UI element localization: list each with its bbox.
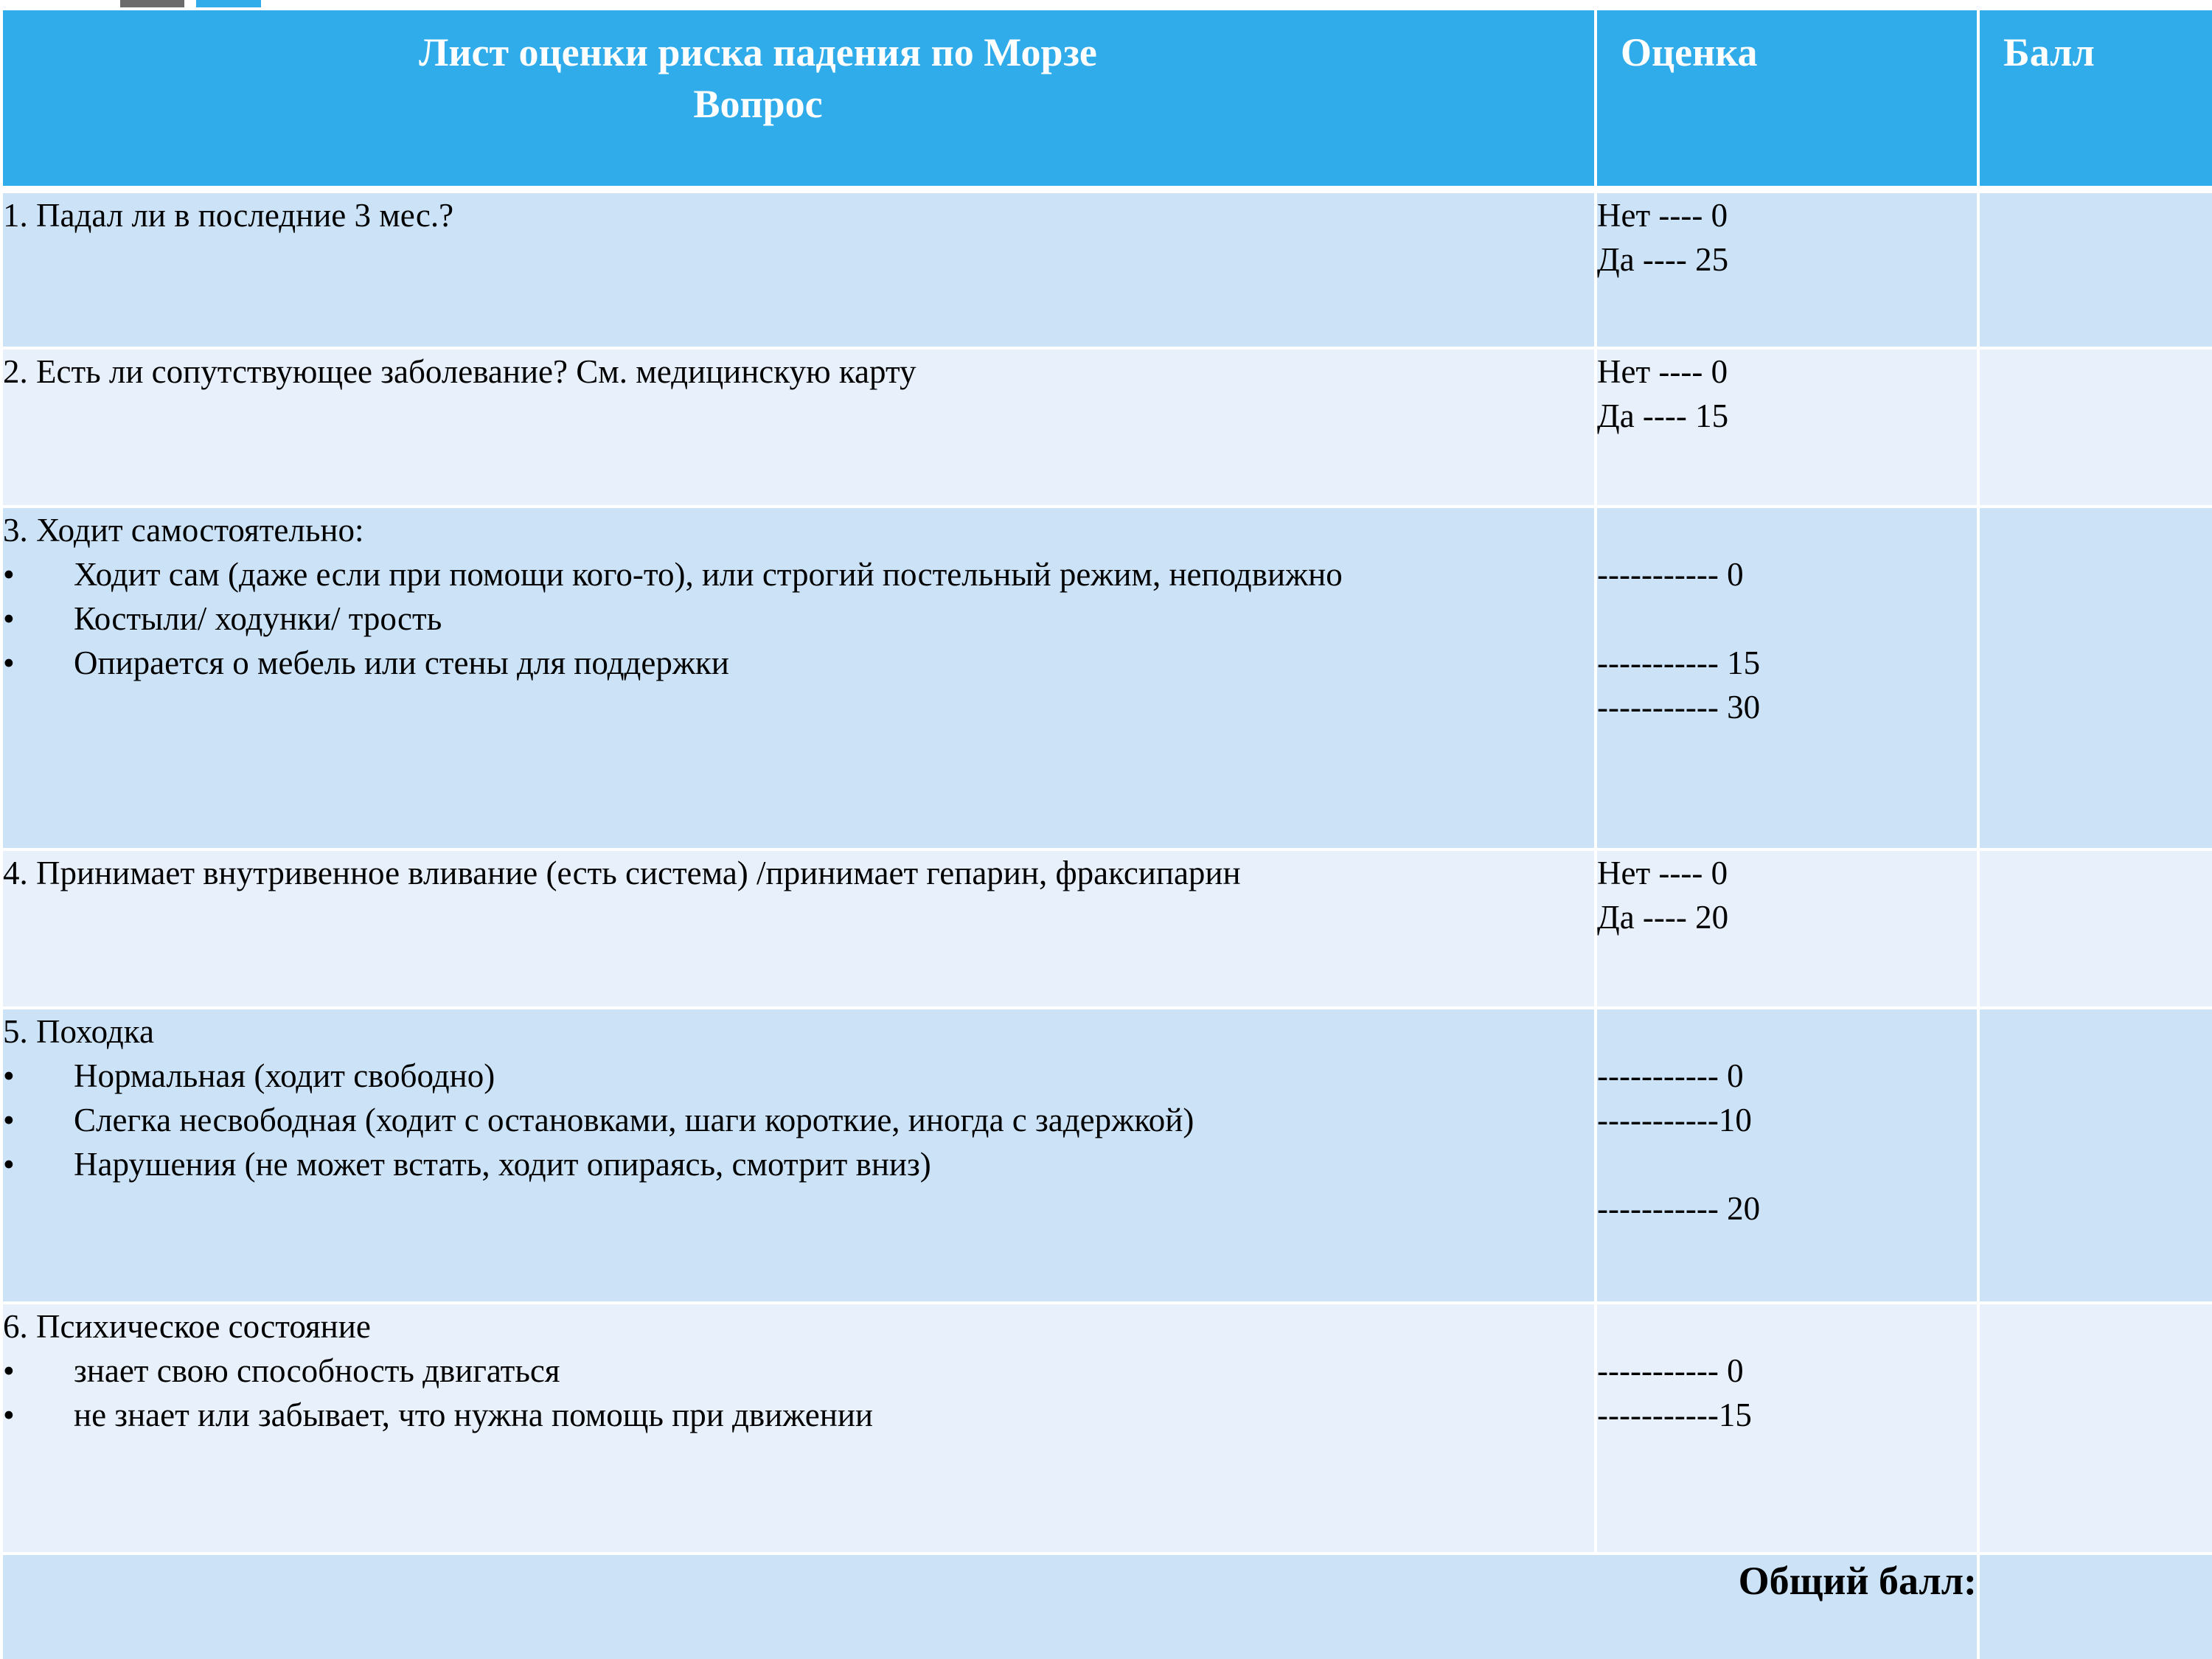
spacer xyxy=(1597,1142,1977,1186)
option-list xyxy=(3,1349,1594,1437)
score-input-cell[interactable] xyxy=(1978,189,2212,348)
rating-line: ----------- 30 xyxy=(1597,689,1761,726)
question-text: 5. Походка xyxy=(3,1013,154,1050)
morse-fall-risk-table xyxy=(0,7,2212,1659)
score-column-header: Балл xyxy=(1978,9,2212,189)
slide-tab-fragment-gray xyxy=(120,0,184,7)
table-row xyxy=(1,1303,2212,1554)
option-item: • знает свою способность двигаться xyxy=(3,1349,1594,1393)
question-cell xyxy=(1,507,1596,849)
option-item: • Нарушения (не может встать, ходит опираясь, смотрит вниз) xyxy=(3,1142,1594,1186)
rating-line: Да ---- 20 xyxy=(1597,899,1729,936)
table-title: Лист оценки риска падения по Морзе xyxy=(419,30,1097,74)
score-input-cell[interactable] xyxy=(1978,849,2212,1008)
table-row xyxy=(1,1008,2212,1303)
rating-cell xyxy=(1596,348,1978,507)
question-text: 3. Ходит самостоятельно: xyxy=(3,512,364,549)
total-score-label: Общий балл: xyxy=(1,1554,1978,1659)
question-cell xyxy=(1,1008,1596,1303)
rating-line: ----------- 0 xyxy=(1597,556,1744,593)
option-item: • Ходит сам (даже если при помощи кого-то), или строгий постельный режим, неподвижно xyxy=(3,552,1594,597)
rating-cell xyxy=(1596,1303,1978,1554)
question-text: 6. Психическое состояние xyxy=(3,1308,371,1345)
question-text: 1. Падал ли в последние 3 мес.? xyxy=(3,197,454,234)
question-text: 2. Есть ли сопутствующее заболевание? См. медицинскую карту xyxy=(3,353,917,390)
rating-cell xyxy=(1596,1008,1978,1303)
question-cell xyxy=(1,849,1596,1008)
rating-cell xyxy=(1596,849,1978,1008)
spacer xyxy=(1597,597,1977,641)
option-item: • не знает или забывает, что нужна помощь при движении xyxy=(3,1393,1594,1437)
score-input-cell[interactable] xyxy=(1978,1008,2212,1303)
question-column-header xyxy=(1,9,1596,189)
score-input-cell[interactable] xyxy=(1978,348,2212,507)
question-cell xyxy=(1,1303,1596,1554)
rating-line: Да ---- 15 xyxy=(1597,397,1729,434)
question-text: 4. Принимает внутривенное вливание (есть система) /принимает гепарин, фраксипарин xyxy=(3,855,1241,891)
rating-line: Да ---- 25 xyxy=(1597,241,1729,278)
option-item: • Нормальная (ходит свободно) xyxy=(3,1054,1594,1098)
total-row xyxy=(1,1554,2212,1659)
spacer xyxy=(1597,1009,1977,1054)
table-row xyxy=(1,189,2212,348)
rating-line: -----------15 xyxy=(1597,1397,1752,1433)
score-input-cell[interactable] xyxy=(1978,1303,2212,1554)
option-item: • Костыли/ ходунки/ трость xyxy=(3,597,1594,641)
option-list xyxy=(3,552,1594,685)
option-item: • Слегка несвободная (ходит с остановками, шаги короткие, иногда с задержкой) xyxy=(3,1098,1594,1142)
score-input-cell[interactable] xyxy=(1978,507,2212,849)
spacer xyxy=(1597,1304,1977,1349)
rating-line: -----------10 xyxy=(1597,1102,1752,1138)
rating-line: ----------- 0 xyxy=(1597,1057,1744,1094)
rating-cell xyxy=(1596,189,1978,348)
rating-line: Нет ---- 0 xyxy=(1597,353,1728,390)
table-row xyxy=(1,849,2212,1008)
table-row xyxy=(1,348,2212,507)
rating-column-header: Оценка xyxy=(1596,9,1978,189)
rating-line: ----------- 20 xyxy=(1597,1190,1761,1227)
option-item: • Опирается о мебель или стены для поддержки xyxy=(3,641,1594,685)
rating-line: ----------- 15 xyxy=(1597,644,1761,681)
rating-cell xyxy=(1596,507,1978,849)
question-cell xyxy=(1,348,1596,507)
table-header-row xyxy=(1,9,2212,189)
option-list xyxy=(3,1054,1594,1186)
table-row xyxy=(1,507,2212,849)
question-cell xyxy=(1,189,1596,348)
rating-line: ----------- 0 xyxy=(1597,1352,1744,1389)
rating-line: Нет ---- 0 xyxy=(1597,855,1728,891)
slide-tab-fragment-blue xyxy=(196,0,261,7)
total-score-cell[interactable] xyxy=(1978,1554,2212,1659)
rating-line: Нет ---- 0 xyxy=(1597,197,1728,234)
spacer xyxy=(1597,508,1977,552)
question-header-label: Вопрос xyxy=(693,82,823,126)
